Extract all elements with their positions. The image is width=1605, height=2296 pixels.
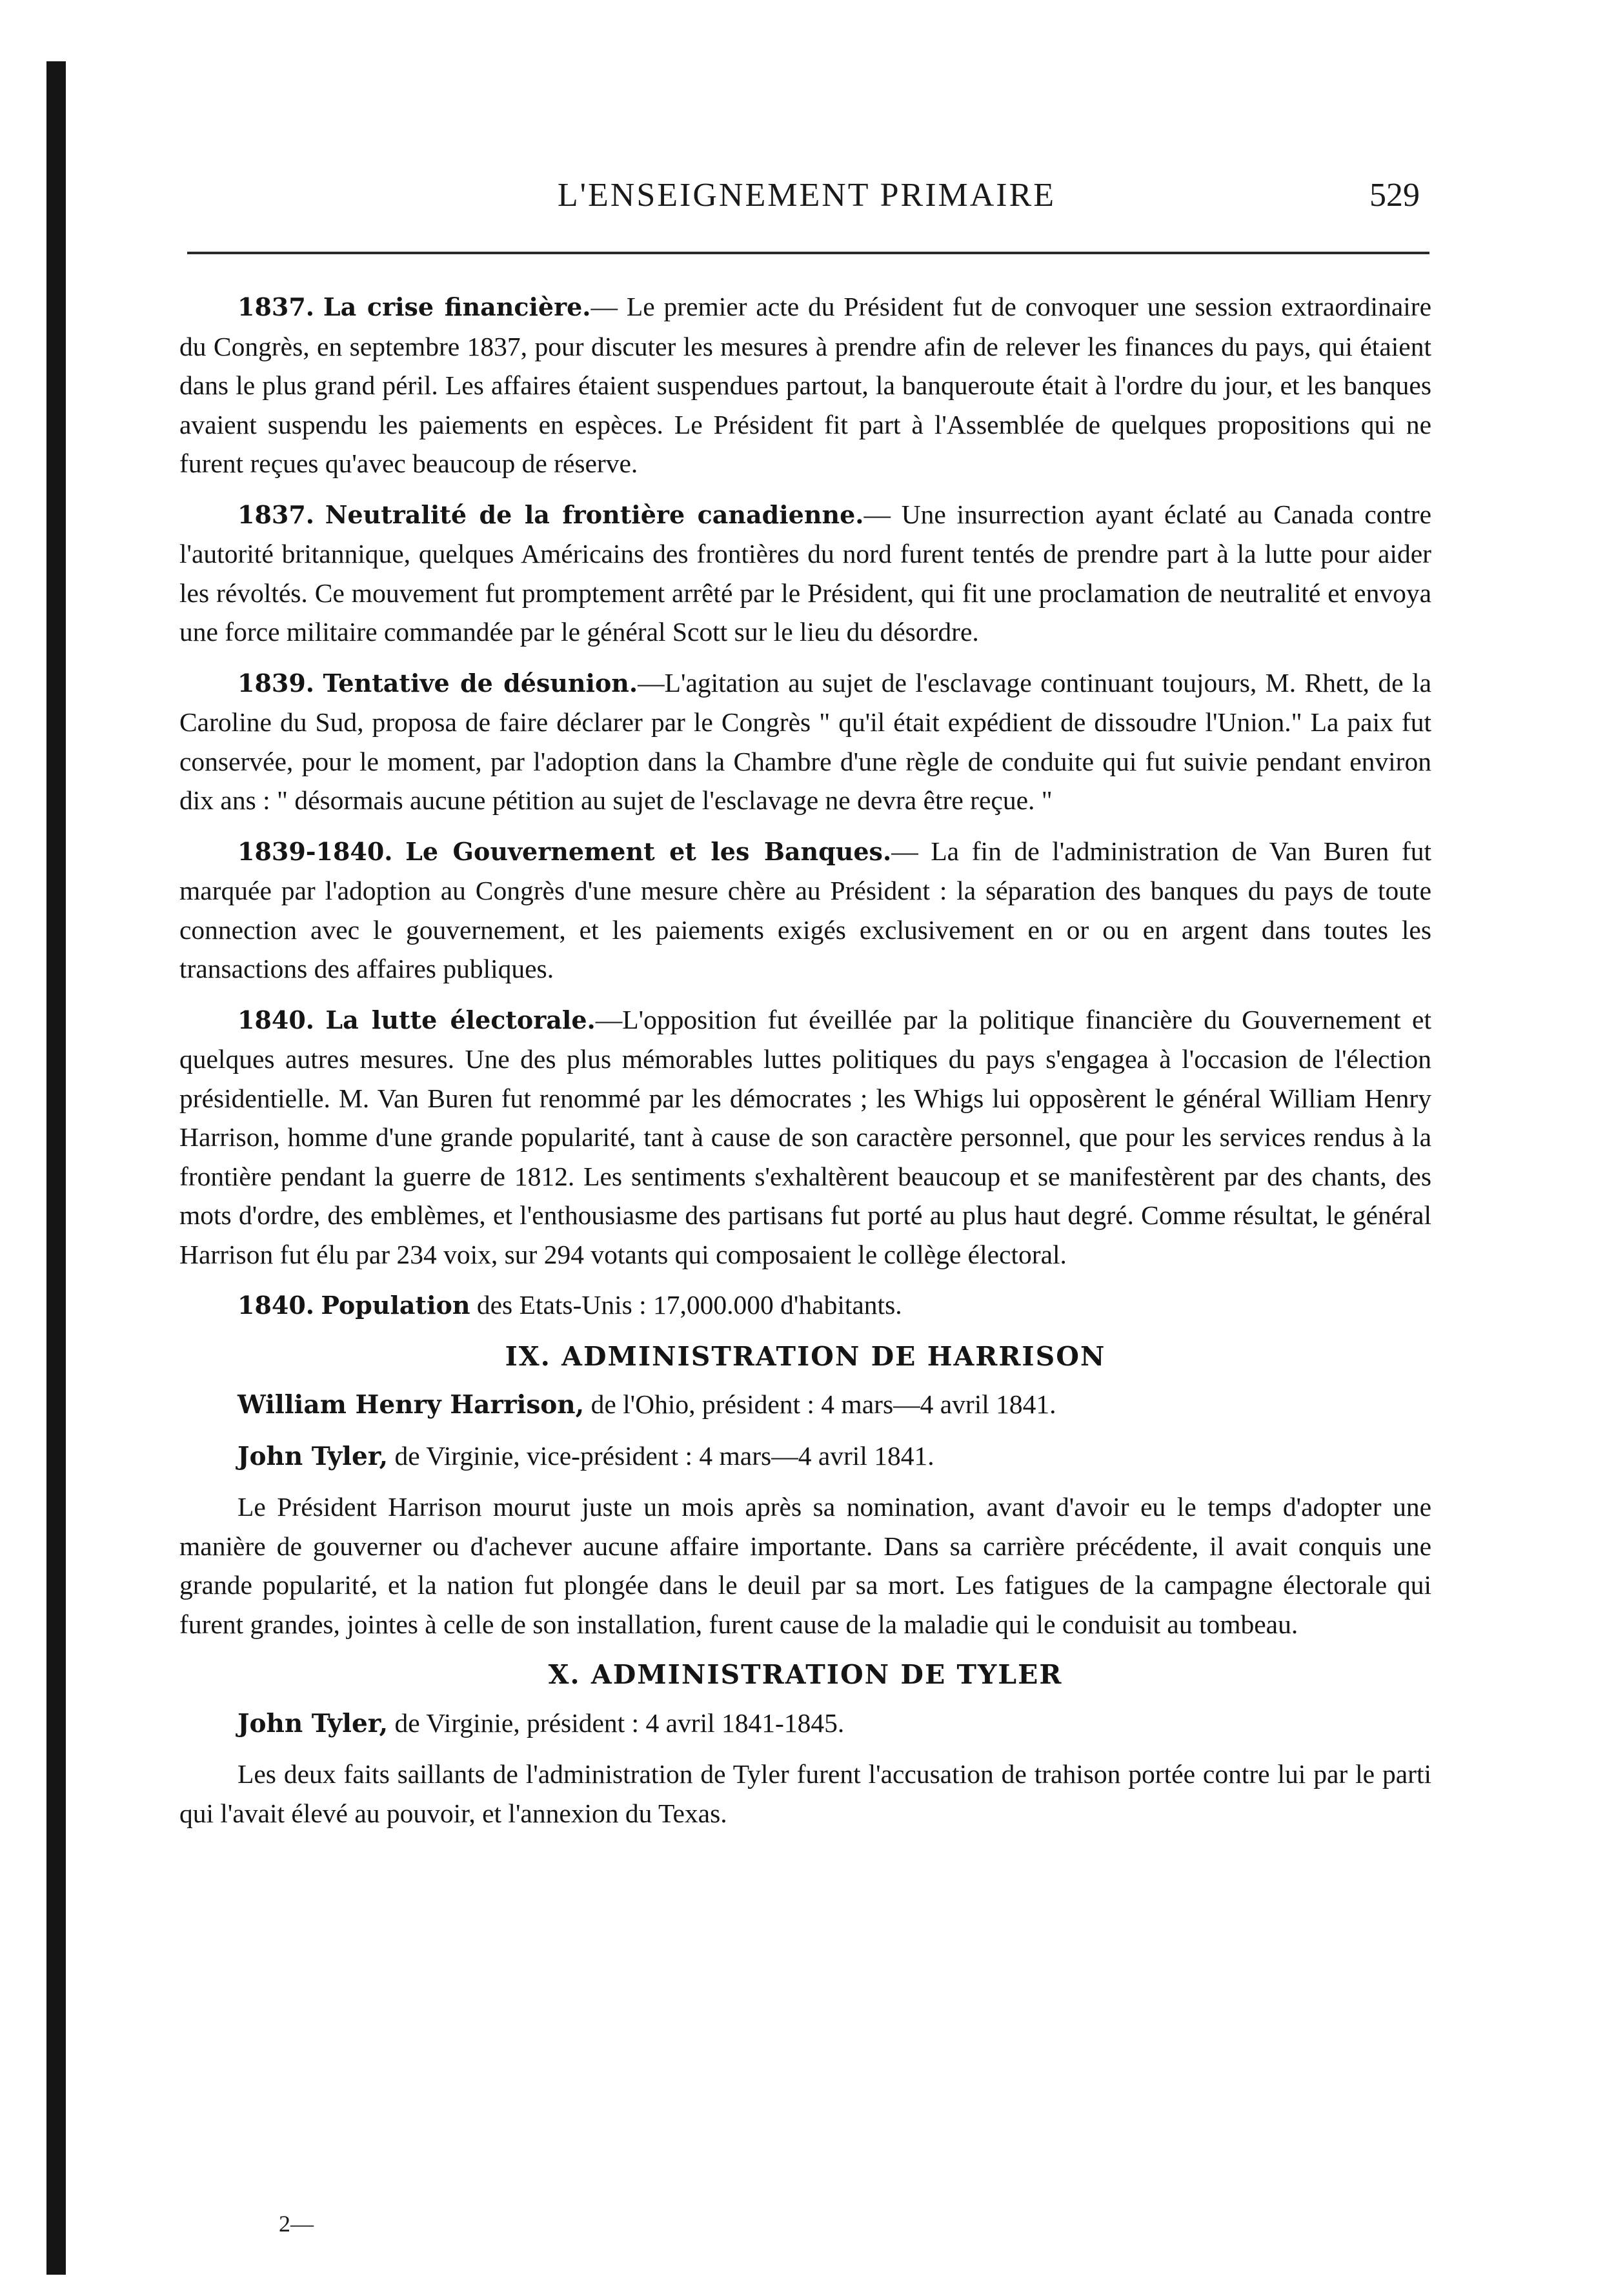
entry-heading: La crise financière.: [323, 292, 591, 321]
vice-president-name: John Tyler,: [237, 1441, 389, 1471]
page-header: [187, 170, 1426, 221]
section-title-harrison: IX. ADMINISTRATION DE HARRISON: [505, 1340, 1106, 1372]
vice-president-term: de Virginie, vice-président : 4 mars—4 avril 1841.: [388, 1440, 934, 1471]
entry-text: —L'opposition fut éveillée par la politique financière du Gouvernement et quelques autres mesures. Une des plus mémorables luttes politiques du pays s'engagea à l'occasion de l'élection présidentielle. M. Van Buren fut renommé par les démocrates ; les Whigs lui opposèrent le général William Henry Harrison, homme d'une grande popularité, tant à cause de son caractère personnel, que pour les services rendus à la frontière pendant la guerre de 1812. Les sentiments s'exhaltèrent beaucoup et se manifestèrent par des chants, des mots d'ordre, des emblèmes, et l'enthousiasme des partisans fut porté au plus haut degré. Comme résultat, le général Harrison fut élu par 234 voix, sur 294 votants qui composaient le collège électoral.: [179, 1004, 1431, 1269]
entry-heading: Population: [321, 1291, 470, 1320]
entry-population: [179, 1285, 1431, 1325]
tyler-president-line: [179, 1704, 1431, 1744]
president-name: John Tyler,: [237, 1708, 389, 1738]
president-term: de l'Ohio, président : 4 mars—4 avril 1841.: [584, 1389, 1056, 1419]
entry-heading: Le Gouvernement et les Banques.: [405, 836, 892, 866]
entry-date: 1837.: [237, 292, 314, 321]
harrison-president-line: [179, 1385, 1431, 1425]
president-name: William Henry Harrison,: [237, 1390, 585, 1420]
section-title-tyler: X. ADMINISTRATION DE TYLER: [548, 1659, 1063, 1690]
entry-heading: Tentative de désunion.: [323, 668, 638, 698]
signature-mark: 2—: [279, 2211, 314, 2237]
entry-crise-financiere: [179, 287, 1431, 483]
entry-date: 1839.: [237, 668, 314, 698]
entry-neutralite: [179, 495, 1431, 652]
header-rule: [187, 252, 1429, 254]
page-body: [179, 287, 1431, 1844]
harrison-vice-president-line: [179, 1436, 1431, 1476]
page-number: 529: [1369, 177, 1420, 214]
entry-banques: [179, 832, 1431, 989]
entry-date: 1840.: [237, 1005, 314, 1034]
harrison-body: Le Président Harrison mourut juste un mois après sa nomination, avant d'avoir eu le temps d'adopter une manière de gouverner ou d'achever aucune affaire importante. Dans sa carrière précédente, il avait conquis une grande popularité, et la nation fut plongée dans le deuil par sa mort. Les fatigues de la campagne électorale qui furent grandes, jointes à celle de son installation, furent cause de la maladie qui le conduisit au tombeau.: [179, 1492, 1431, 1639]
entry-text: — Le premier acte du Président fut de convoquer une session extraordinaire du Congrès, en septembre 1837, pour discuter les mesures à prendre afin de relever les finances du pays, qui étaient dans le plus grand péril. Les affaires étaient suspendues partout, la banqueroute était à l'ordre du jour, et les banques avaient suspendu les paiements en espèces. Le Président fit part à l'Assemblée de quelques propositions qui ne furent reçues qu'avec beaucoup de réserve.: [179, 292, 1432, 478]
entry-date: 1837.: [237, 499, 314, 529]
entry-date: 1839-1840.: [237, 836, 393, 866]
entry-text: — La fin de l'administration de Van Buren fut marquée par l'adoption au Congrès d'une mesure chère au Président : la séparation des banques du pays de toute connection avec le gouvernement, et les paiements exigés exclusivement en or ou en argent dans toutes les transactions des affaires publiques.: [179, 836, 1432, 983]
entry-text: des Etats-Unis : 17,000.000 d'habitants.: [470, 1290, 902, 1320]
binding-edge: [46, 61, 66, 2275]
entry-heading: Neutralité de la frontière canadienne.: [325, 499, 864, 529]
entry-lutte-electorale: [179, 1000, 1431, 1274]
entry-text: — Une insurrection ayant éclaté au Canada contre l'autorité britannique, quelques Américains des frontières du nord furent tentés de prendre part à la lutte pour aider les révoltés. Ce mouvement fut promptement arrêté par le Président, qui fit une proclamation de neutralité et envoya une force militaire commandée par le général Scott sur le lieu du désordre.: [179, 499, 1432, 647]
entry-date: 1840.: [237, 1291, 314, 1320]
president-term: de Virginie, président : 4 avril 1841-1845.: [388, 1707, 845, 1738]
entry-heading: La lutte électorale.: [325, 1005, 596, 1034]
tyler-body: Les deux faits saillants de l'administration de Tyler furent l'accusation de trahison portée contre lui par le parti qui l'avait élevé au pouvoir, et l'annexion du Texas.: [179, 1759, 1431, 1828]
entry-text: —L'agitation au sujet de l'esclavage continuant toujours, M. Rhett, de la Caroline du Sud, proposa de faire déclarer par le Congrès " qu'il était expédient de dissoudre l'Union." La paix fut conservée, pour le moment, par l'adoption dans la Chambre d'une règle de conduite qui fut suivie pendant environ dix ans : " désormais aucune pétition au sujet de l'esclavage ne devra être reçue. ": [179, 667, 1431, 815]
running-title: L'ENSEIGNEMENT PRIMAIRE: [557, 177, 1056, 214]
entry-desunion: [179, 663, 1431, 820]
